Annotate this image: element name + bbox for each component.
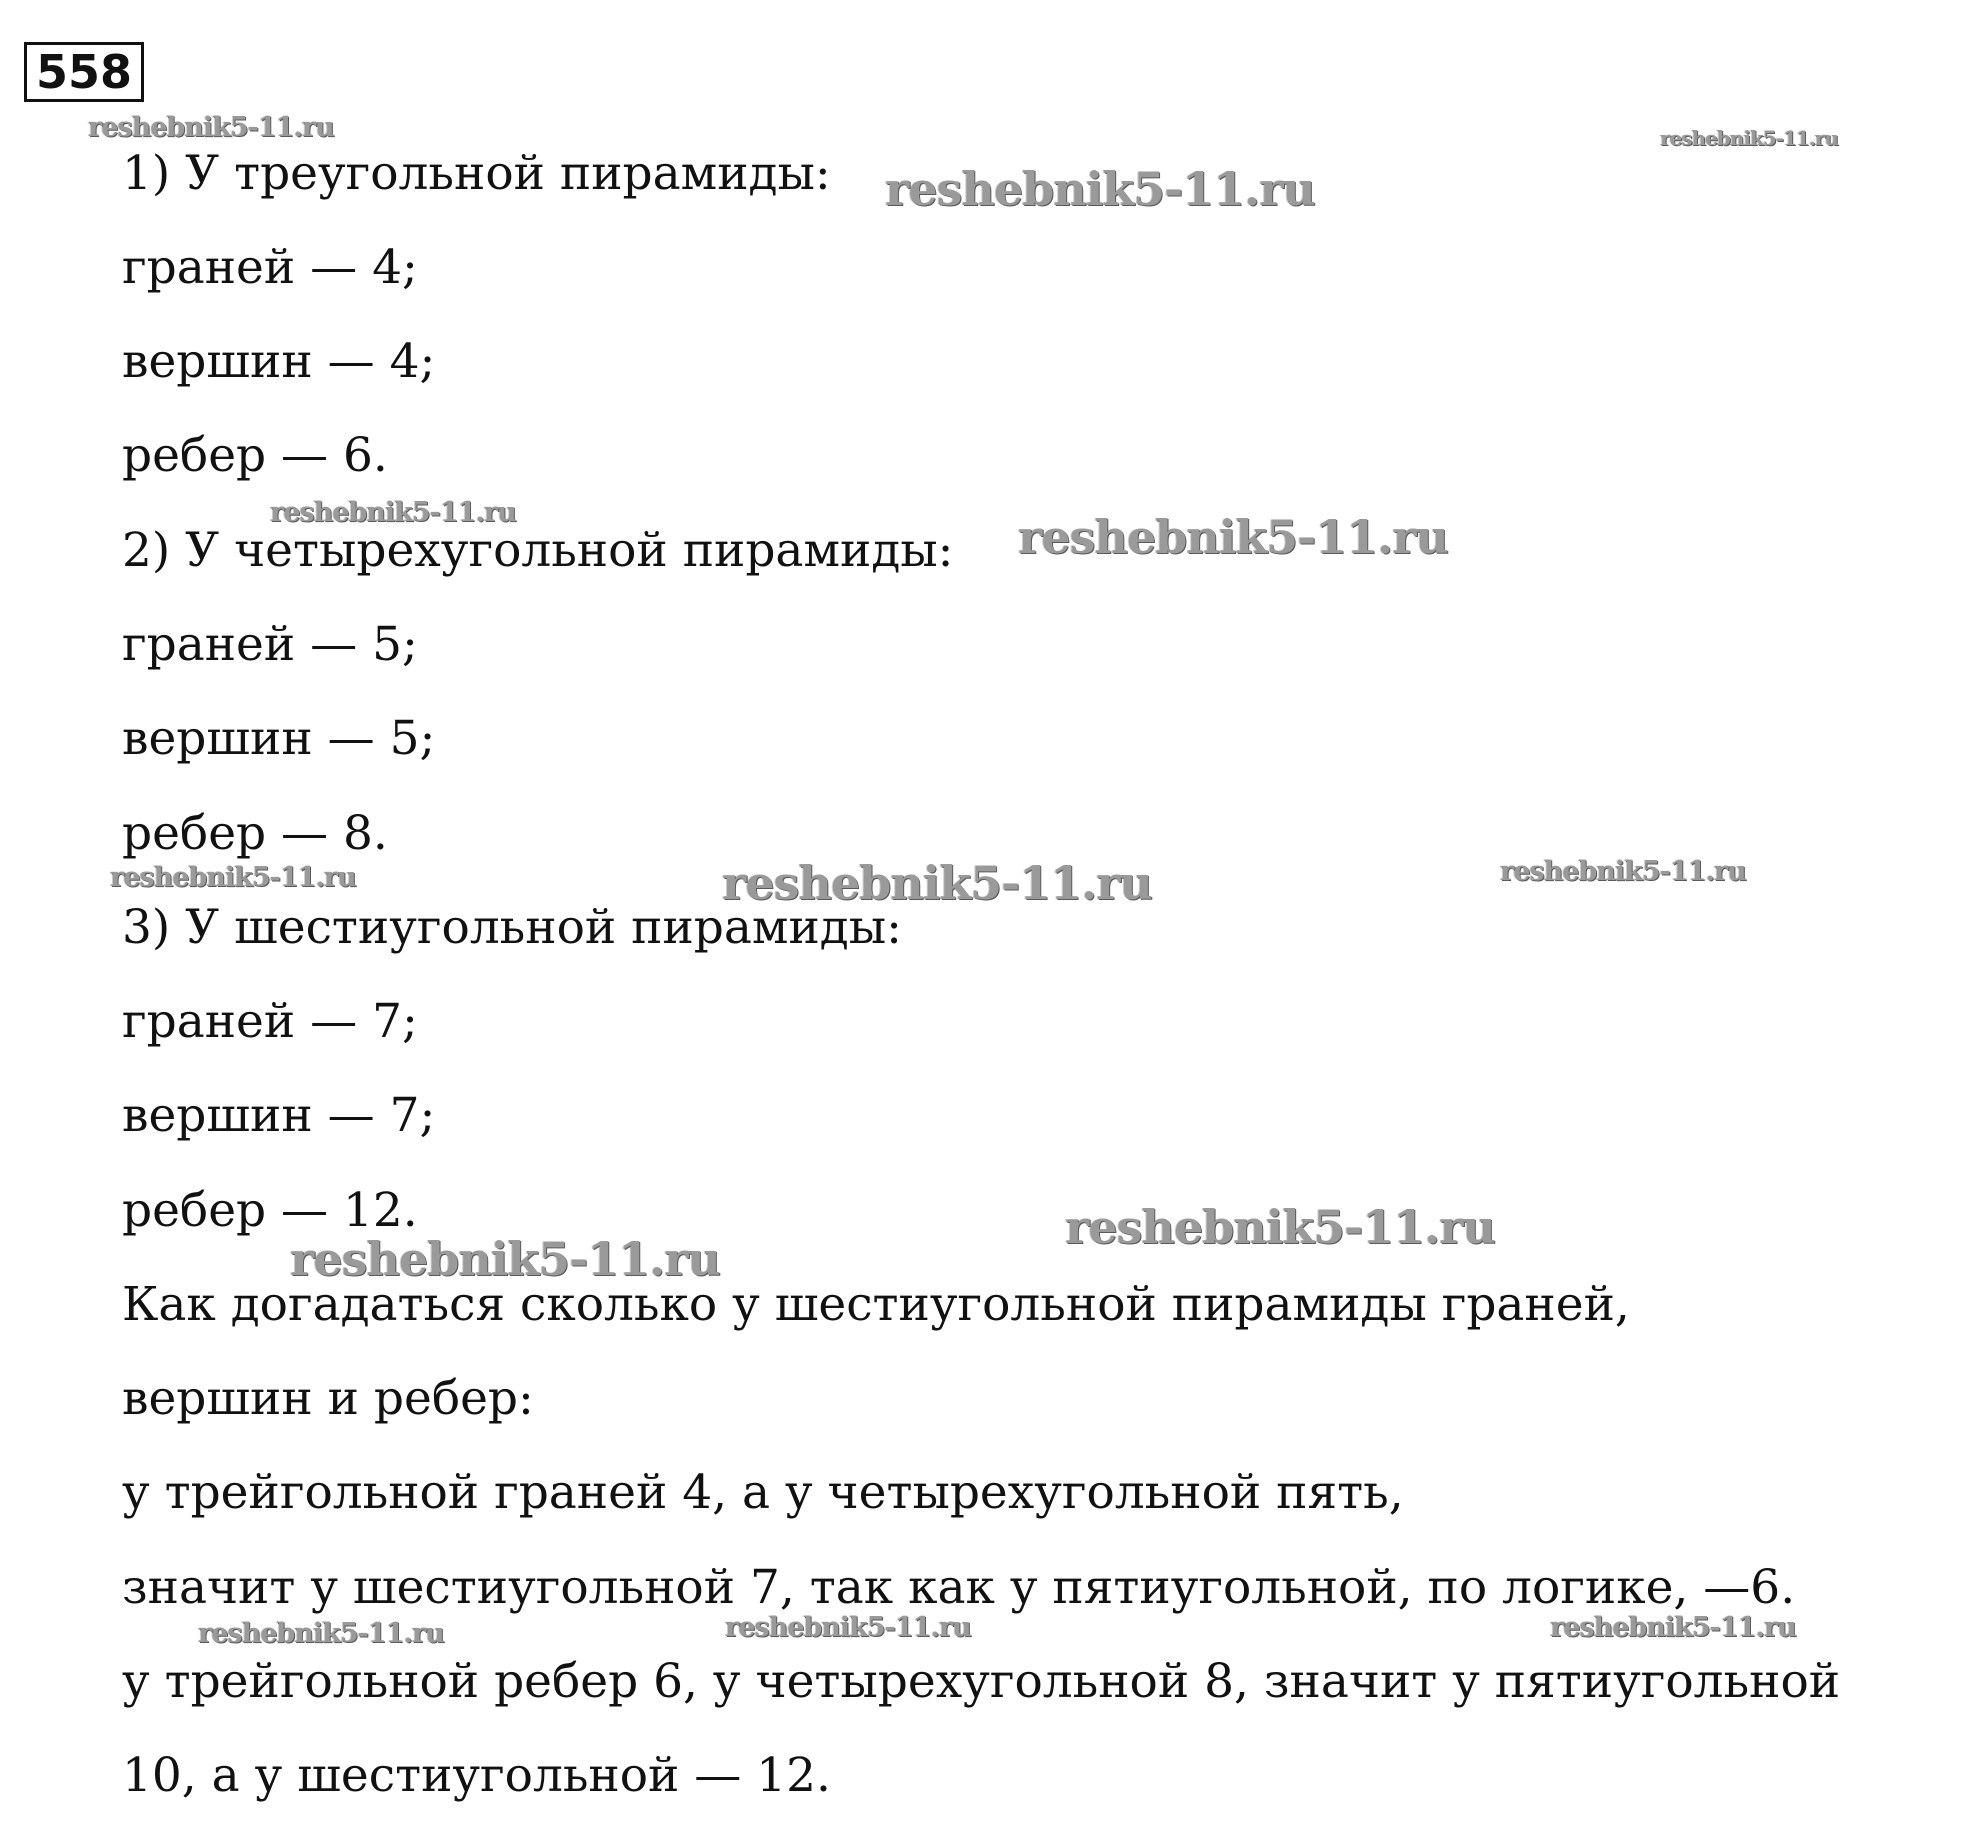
watermark: reshebnik5-11.ru (110, 862, 356, 893)
text-line: ребер — 8. (122, 806, 388, 861)
text-line: граней — 7; (122, 994, 418, 1049)
text-line: 2) У четырехугольной пирамиды: (122, 523, 954, 578)
watermark: reshebnik5-11.ru (1500, 856, 1746, 887)
text-line: 1) У треугольной пирамиды: (122, 146, 831, 201)
watermark: reshebnik5-11.ru (1065, 1200, 1495, 1254)
watermark: reshebnik5-11.ru (1660, 126, 1838, 150)
watermark: reshebnik5-11.ru (1018, 510, 1448, 564)
task-number: 558 (24, 42, 144, 102)
text-line: 3) У шестиугольной пирамиды: (122, 900, 902, 955)
watermark: reshebnik5-11.ru (270, 497, 516, 528)
watermark: reshebnik5-11.ru (290, 1232, 720, 1286)
text-line: вершин — 5; (122, 711, 436, 766)
watermark: reshebnik5-11.ru (885, 162, 1315, 216)
text-line: ребер — 12. (122, 1183, 418, 1238)
text-line: у трейгольной граней 4, а у четырехугольной пять, (122, 1465, 1404, 1520)
text-line: вершин и ребер: (122, 1371, 534, 1426)
text-line: вершин — 4; (122, 334, 436, 389)
text-line: вершин — 7; (122, 1088, 436, 1143)
text-line: граней — 4; (122, 240, 418, 295)
text-line: у трейгольной ребер 6, у четырехугольной 8, значит у пятиугольной (122, 1654, 1841, 1709)
watermark: reshebnik5-11.ru (722, 856, 1152, 910)
text-line: ребер — 6. (122, 428, 388, 483)
text-line: 10, а у шестиугольной — 12. (122, 1748, 831, 1803)
text-line: Как догадаться сколько у шестиугольной пирамиды граней, (122, 1277, 1630, 1332)
watermark: reshebnik5-11.ru (198, 1618, 444, 1649)
watermark: reshebnik5-11.ru (725, 1612, 971, 1643)
text-line: значит у шестиугольной 7, так как у пятиугольной, по логике, —6. (122, 1560, 1796, 1615)
watermark: reshebnik5-11.ru (1550, 1612, 1796, 1643)
text-line: граней — 5; (122, 617, 418, 672)
watermark: reshebnik5-11.ru (88, 112, 334, 143)
